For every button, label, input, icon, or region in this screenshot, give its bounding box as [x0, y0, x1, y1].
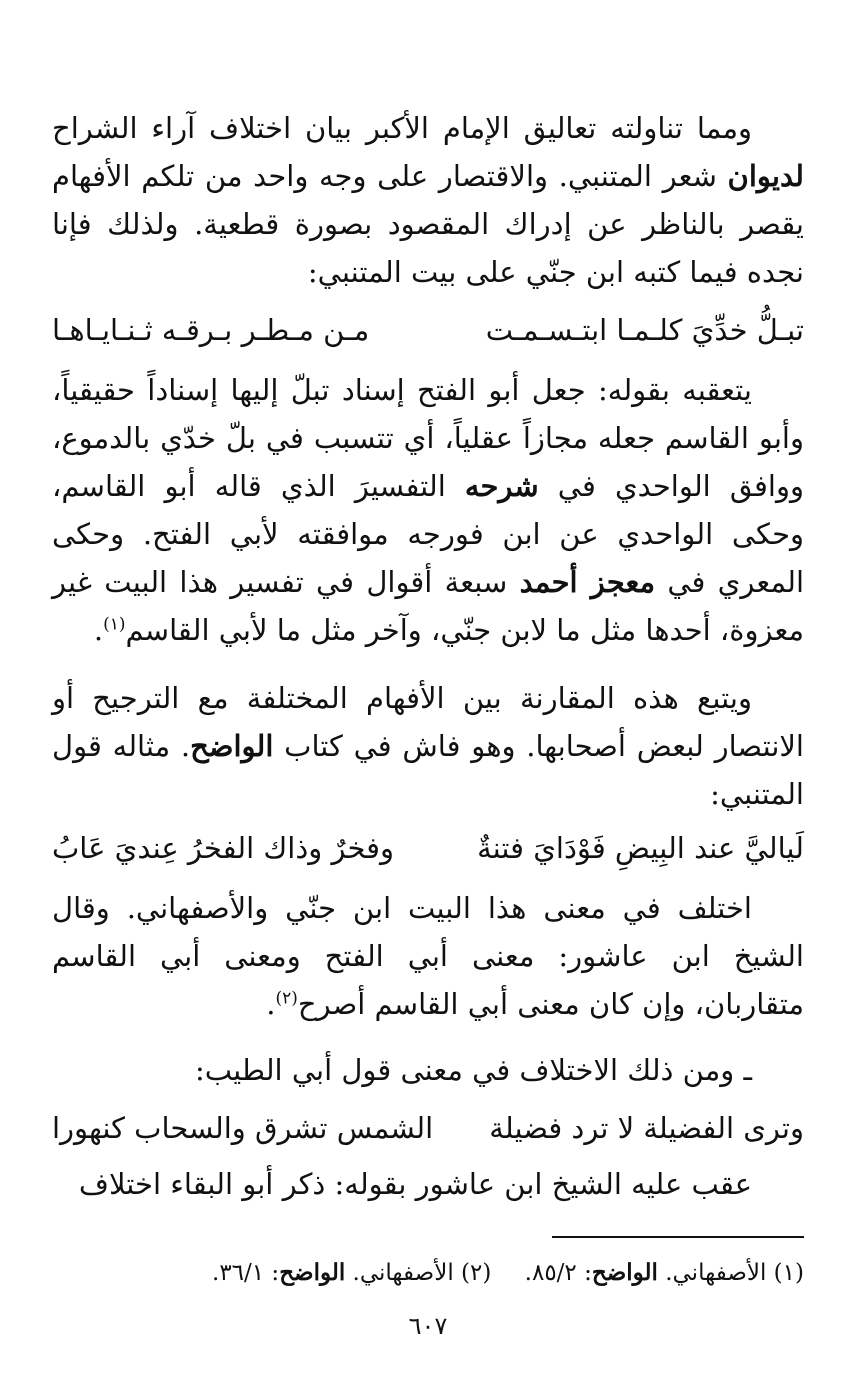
footnotes [52, 1255, 804, 1291]
footnote-marker: (١) [103, 614, 126, 635]
paragraph-text: . مثاله قول المتنبي: [52, 729, 804, 811]
paragraph-text: ـ ومن ذلك الاختلاف في معنى قول أبي الطيب: [194, 1053, 752, 1087]
verse-1-first-hemistich: تبـلُّ خدِّيَ كلـمـا ابتـسـمـت [485, 313, 804, 347]
bold-title: معجز أحمد [519, 565, 655, 599]
footnote-2 [212, 1260, 491, 1286]
paragraph-text: ويتبع هذه المقارنة بين الأفهام المختلفة مع الترجيح أو الانتصار لبعض أصحابها. وهو فاش في كتاب [52, 681, 804, 763]
footnote-separator [552, 1236, 804, 1238]
paragraph-text: يتعقبه بقوله: جعل أبو الفتح إسناد تبلّ إليها إسناداً حقيقياً، وأبو القاسم جعله مجازاً عقلياً، أي تتسبب في بلّ خدّي بالدموع، ووافق الواحدي في [52, 373, 804, 503]
paragraph-text: عقب عليه الشيخ ابن عاشور بقوله: ذكر أبو البقاء اختلاف [78, 1167, 752, 1201]
page-number: ٦٠٧ [408, 1312, 448, 1340]
paragraph-text: اختلف في معنى هذا البيت ابن جنّي والأصفهاني. وقال الشيخ ابن عاشور: معنى أبي الفتح ومعنى أبي القاسم متقاربان، وإن كان معنى أبي القاسم أصرح [52, 891, 804, 1021]
bold-title: الواضح [190, 729, 274, 763]
paragraph-end: . [266, 987, 276, 1021]
paragraph-commentary [52, 366, 804, 654]
paragraph-continuation [52, 1160, 804, 1208]
paragraph-text: التفسيرَ الذي قاله أبو القاسم، وحكى الواحدي عن ابن فورجه موافقته لأبي الفتح. وحكى المعري في [52, 469, 805, 599]
footnote-text: : ٣٦/١. [212, 1260, 280, 1286]
verse-1-second-hemistich: مـن مـطـر بـرقـه ثـنـايـاهـا [52, 313, 370, 347]
paragraph-text: ومما تناولته تعاليق الإمام الأكبر بيان اختلاف آراء الشراح [52, 111, 752, 145]
verse-2-second-hemistich: وفخرٌ وذاك الفخرُ عِنديَ عَابُ [52, 831, 395, 865]
verse-1 [52, 306, 804, 354]
paragraph-disagreement [52, 884, 804, 1028]
verse-3-first-hemistich: وترى الفضيلة لا ترد فضيلة [489, 1111, 804, 1145]
footnote-text: (٢) الأصفهاني. [345, 1260, 492, 1286]
paragraph-example-intro [52, 1046, 804, 1094]
verse-2 [52, 824, 804, 872]
paragraph-intro [52, 104, 804, 296]
paragraph-text: سبعة أقوال في تفسير هذا البيت غير معزوة، أحدها مثل ما لابن جنّي، وآخر مثل ما لأبي القاسم [52, 565, 804, 647]
bold-title: الواضح [279, 1259, 346, 1286]
footnote-text: : ٨٥/٢. [524, 1260, 592, 1286]
verse-2-first-hemistich: لَياليَّ عند البِيضِ فَوْدَايَ فتنةٌ [477, 831, 804, 865]
footnote-1 [525, 1260, 804, 1286]
paragraph-comparison [52, 674, 804, 818]
verse-3 [52, 1104, 804, 1152]
bold-title: شرحه [464, 469, 539, 503]
footnote-marker: (٢) [275, 988, 298, 1009]
footnote-text: (١) الأصفهاني. [657, 1260, 804, 1286]
paragraph-text: شعر المتنبي. والاقتصار على وجه واحد من تلكم الأفهام يقصر بالناظر عن إدراك المقصود بصورة قطعية. ولذلك فإنا نجده فيما كتبه ابن جنّي على بيت المتنبي: [52, 159, 804, 289]
bold-title: لديوان [727, 159, 804, 193]
verse-3-second-hemistich: الشمس تشرق والسحاب كنهورا [52, 1111, 434, 1145]
bold-title: الواضح [591, 1259, 658, 1286]
paragraph-end: . [93, 613, 104, 647]
